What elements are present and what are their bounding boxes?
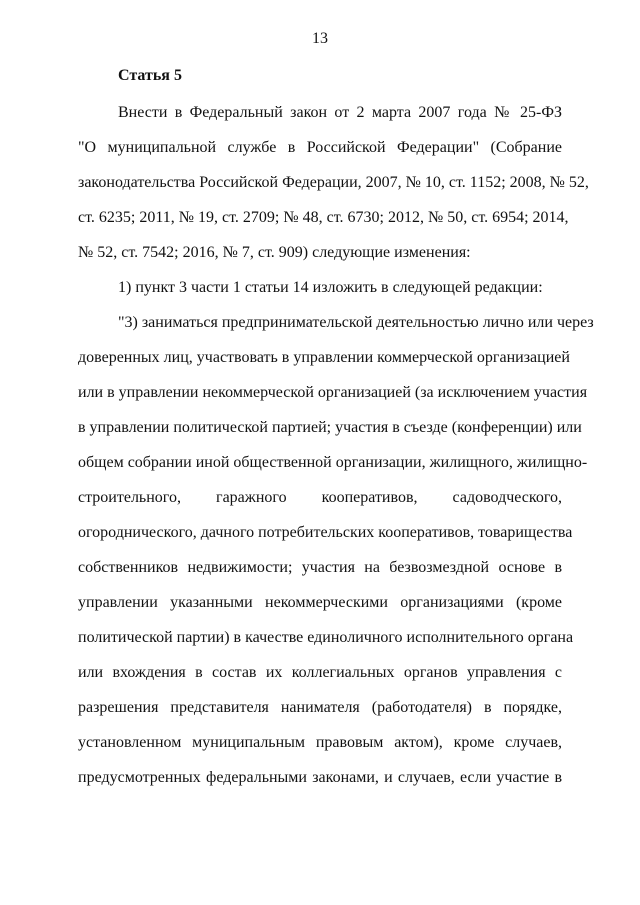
text-line: политической партии) в качестве единоличного исполнительного органа	[78, 629, 574, 646]
text-line: доверенных лиц, участвовать в управлении коммерческой организацией	[78, 349, 570, 366]
text-line: строительного, гаражного кооперативов, садоводческого,	[78, 489, 562, 506]
text-line: собственников недвижимости; участия на безвозмездной основе в	[78, 559, 562, 576]
text-line: или в управлении некоммерческой организацией (за исключением участия	[78, 384, 588, 401]
text-line: управлении указанными некоммерческими организациями (кроме	[78, 594, 562, 611]
text-line: установленном муниципальным правовым актом), кроме случаев,	[78, 734, 562, 751]
text-line: разрешения представителя нанимателя (работодателя) в порядке,	[78, 699, 562, 716]
text-line: общем собрании иной общественной организации, жилищного, жилищно-	[78, 454, 588, 471]
text-line: или вхождения в состав их коллегиальных органов управления с	[78, 664, 562, 681]
text-line: в управлении политической партией; участия в съезде (конференции) или	[78, 419, 582, 436]
text-line: Внести в Федеральный закон от 2 марта 2007 года № 25-ФЗ	[118, 104, 562, 121]
text-line: ст. 6235; 2011, № 19, ст. 2709; № 48, ст. 6730; 2012, № 50, ст. 6954; 2014,	[78, 209, 569, 226]
text-line: "3) заниматься предпринимательской деятельностью лично или через	[118, 314, 594, 331]
page-number: 13	[312, 30, 328, 47]
text-line: огороднического, дачного потребительских кооперативов, товарищества	[78, 524, 573, 541]
text-line: "О муниципальной службе в Российской Федерации" (Собрание	[78, 139, 562, 156]
text-line: 1) пункт 3 части 1 статьи 14 изложить в следующей редакции:	[118, 279, 543, 296]
text-line: законодательства Российской Федерации, 2007, № 10, ст. 1152; 2008, № 52,	[78, 174, 589, 191]
text-line: № 52, ст. 7542; 2016, № 7, ст. 909) следующие изменения:	[78, 244, 471, 261]
text-line: предусмотренных федеральными законами, и случаев, если участие в	[78, 769, 562, 786]
article-title: Статья 5	[118, 67, 182, 84]
